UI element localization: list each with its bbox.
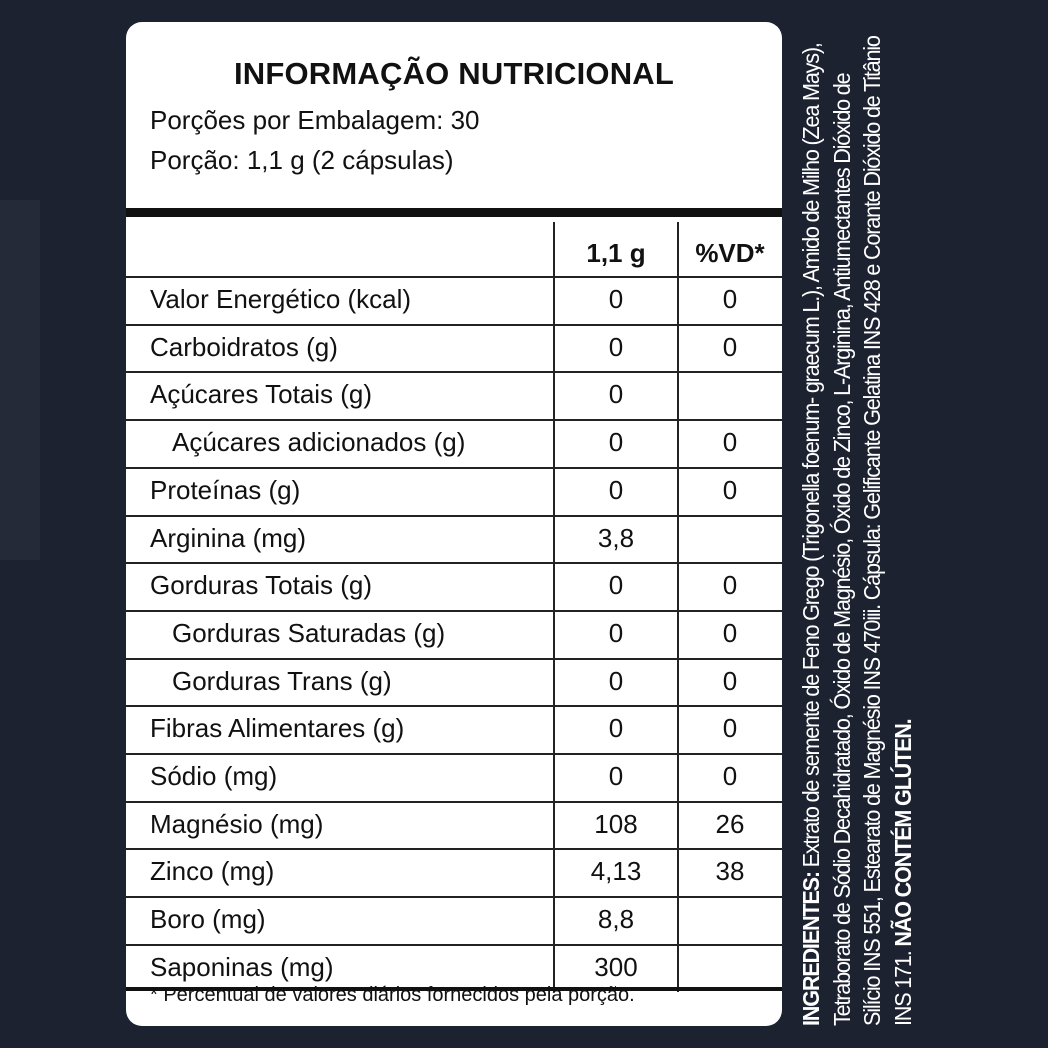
gluten-statement: NÃO CONTÉM GLÚTEN. bbox=[889, 719, 916, 947]
row-amount: 0 bbox=[608, 570, 624, 601]
row-amount: 0 bbox=[608, 284, 624, 314]
footnote: * Percentual de valores diários fornecidos pela porção. bbox=[150, 984, 635, 1006]
row-dv: 0 bbox=[722, 427, 738, 458]
ingredients-panel bbox=[796, 22, 1036, 1026]
nutrition-facts-label bbox=[126, 22, 782, 1026]
row-amount: 3,8 bbox=[597, 522, 635, 553]
header-divider bbox=[126, 276, 782, 278]
row-label: Boro (mg) bbox=[150, 904, 266, 935]
row-amount: 0 bbox=[608, 713, 624, 744]
row-amount: 0 bbox=[608, 427, 624, 458]
servings-info bbox=[150, 100, 480, 180]
row-amount: 0 bbox=[608, 665, 624, 696]
row-divider bbox=[126, 562, 782, 564]
column-header-amount: 1,1 g bbox=[586, 238, 646, 268]
row-amount: 0 bbox=[608, 331, 624, 362]
row-amount: 0 bbox=[608, 761, 624, 791]
row-label: Gorduras Saturadas (g) bbox=[172, 617, 446, 648]
row-dv: 0 bbox=[722, 617, 738, 648]
background-panel bbox=[0, 200, 40, 560]
row-divider bbox=[126, 944, 782, 946]
row-dv: 26 bbox=[715, 808, 745, 839]
row-divider bbox=[126, 753, 782, 755]
row-label: Gorduras Trans (g) bbox=[172, 665, 392, 696]
row-amount: 108 bbox=[594, 808, 638, 839]
row-label: Açúcares Totais (g) bbox=[150, 379, 373, 410]
ingredients-text bbox=[796, 23, 918, 1026]
row-dv: 0 bbox=[722, 474, 738, 505]
row-divider bbox=[126, 419, 782, 421]
row-amount: 0 bbox=[608, 474, 624, 505]
row-dv: 0 bbox=[722, 331, 738, 362]
row-label: Zinco (mg) bbox=[150, 856, 275, 887]
row-divider bbox=[126, 848, 782, 850]
row-dv: 0 bbox=[722, 284, 738, 314]
row-amount: 0 bbox=[608, 379, 624, 410]
row-label: Fibras Alimentares (g) bbox=[150, 713, 405, 744]
row-divider bbox=[126, 610, 782, 612]
row-label: Carboidratos (g) bbox=[150, 331, 338, 362]
row-divider bbox=[126, 705, 782, 707]
row-divider bbox=[126, 324, 782, 326]
row-dv: 0 bbox=[722, 665, 738, 696]
ingredients-list: Extrato de semente de Feno Grego (Trigonella foenum- graecum L.), Amido de Milho (Zea Mays), Tetraborato de Sódio Decahidratado, Óxido de Magnésio, Óxido de Zinco, L-Arginina, Antiumectantes Dióxido de Silício INS 551, Estearato de Magnésio INS 470iii. Cápsula: Gelificante Gelatina INS 428 e Corante Dióxido de Titânio INS 171. bbox=[798, 36, 916, 1026]
row-divider bbox=[126, 371, 782, 373]
row-amount: 4,13 bbox=[590, 856, 642, 887]
column-header-dv: %VD* bbox=[695, 238, 765, 268]
row-divider bbox=[126, 801, 782, 803]
row-amount: 300 bbox=[594, 951, 638, 982]
servings-per-package: Porções por Embalagem: 30 bbox=[150, 105, 480, 135]
row-label: Arginina (mg) bbox=[150, 522, 307, 553]
row-divider bbox=[126, 658, 782, 660]
row-label: Valor Energético (kcal) bbox=[150, 284, 412, 314]
row-label: Magnésio (mg) bbox=[150, 808, 324, 839]
row-amount: 8,8 bbox=[597, 904, 635, 935]
row-dv: 38 bbox=[715, 856, 745, 887]
row-amount: 0 bbox=[608, 617, 624, 648]
row-label: Gorduras Totais (g) bbox=[150, 570, 373, 601]
ingredients-heading: INGREDIENTES: bbox=[798, 872, 824, 1026]
row-divider bbox=[126, 467, 782, 469]
row-label: Proteínas (g) bbox=[150, 474, 301, 505]
thick-divider-top bbox=[126, 208, 782, 217]
serving-size: Porção: 1,1 g (2 cápsulas) bbox=[150, 145, 454, 175]
row-dv: 0 bbox=[722, 761, 738, 791]
row-label: Saponinas (mg) bbox=[150, 951, 334, 982]
row-label: Sódio (mg) bbox=[150, 761, 278, 791]
row-divider bbox=[126, 896, 782, 898]
row-divider bbox=[126, 515, 782, 517]
row-label: Açúcares adicionados (g) bbox=[172, 427, 466, 458]
label-title: INFORMAÇÃO NUTRICIONAL bbox=[233, 56, 675, 91]
row-dv: 0 bbox=[722, 713, 738, 744]
row-dv: 0 bbox=[722, 570, 738, 601]
